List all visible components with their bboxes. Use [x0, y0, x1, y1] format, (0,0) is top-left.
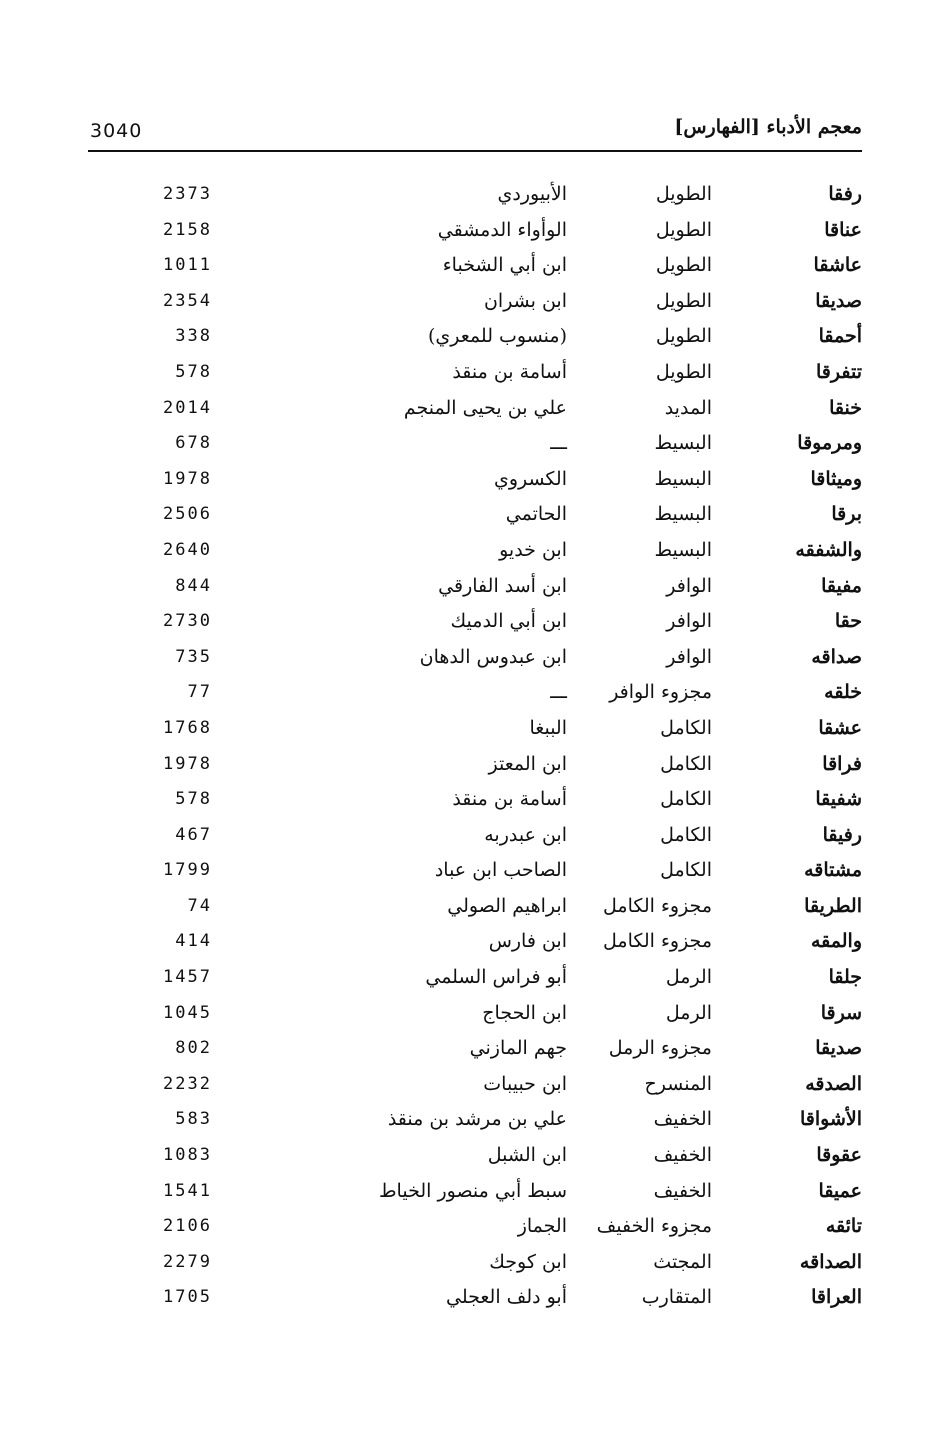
poet-name: الحاتمي	[505, 503, 567, 526]
poet-name: أبو فراس السلمي	[425, 966, 567, 989]
poet-name: ابراهيم الصولي	[447, 894, 567, 917]
rhyme-word: الصداقه	[799, 1250, 862, 1273]
rhyme-word: والشفقه	[795, 538, 862, 561]
page-reference: 1799	[163, 860, 212, 881]
rhyme-word: والمقه	[810, 930, 862, 953]
rhyme-word: حقا	[834, 610, 862, 633]
table-row	[0, 247, 932, 283]
rhyme-word: فراقا	[822, 752, 862, 775]
poet-name: جهم المازني	[469, 1037, 567, 1060]
page-reference: 1457	[163, 967, 212, 988]
meter-name: الوافر	[666, 574, 712, 597]
meter-name: الطويل	[655, 325, 712, 348]
table-row	[0, 1101, 932, 1137]
table-row	[0, 532, 932, 568]
meter-name: المديد	[664, 396, 712, 419]
rhyme-word: عميقا	[818, 1179, 862, 1202]
page-reference: 735	[175, 646, 212, 667]
poet-name: ابن أبي الشخباء	[442, 254, 567, 277]
page-reference: 578	[175, 789, 212, 810]
meter-name: الكامل	[660, 788, 712, 811]
poet-name: ابن كوجك	[489, 1250, 567, 1273]
poet-name: علي بن مرشد بن منقذ	[387, 1108, 567, 1131]
rhyme-word: صداقه	[811, 645, 862, 668]
table-row	[0, 283, 932, 319]
meter-name: المتقارب	[641, 1286, 712, 1309]
page-reference: 2640	[163, 539, 212, 560]
meter-name: البسيط	[654, 538, 712, 561]
table-row	[0, 995, 932, 1031]
page-reference: 802	[175, 1038, 212, 1059]
table-row	[0, 781, 932, 817]
rhyme-word: سرقا	[820, 1001, 862, 1024]
poet-name: أبو دلف العجلي	[445, 1286, 567, 1309]
meter-name: مجزوء الرمل	[608, 1037, 712, 1060]
rhyme-word: وميثاقا	[810, 467, 862, 490]
rhyme-word: عقوقا	[816, 1144, 862, 1167]
table-row	[0, 674, 932, 710]
meter-name: الخفيف	[653, 1144, 712, 1167]
table-row	[0, 390, 932, 426]
page-reference: 2014	[163, 397, 212, 418]
rhyme-word: عناقا	[824, 218, 862, 241]
table-row	[0, 461, 932, 497]
meter-name: المنسرح	[644, 1072, 712, 1095]
table-row	[0, 1066, 932, 1102]
poet-name: ابن عبدربه	[484, 823, 567, 846]
poet-name: ـــ	[550, 681, 567, 704]
rhyme-word: مفيقا	[821, 574, 862, 597]
page-reference: 2373	[163, 184, 212, 204]
rhyme-word: رفيقا	[822, 823, 862, 846]
rhyme-word: ومرموقا	[797, 432, 862, 455]
meter-name: الخفيف	[653, 1179, 712, 1202]
page-reference: 578	[175, 361, 212, 382]
page-reference: 1045	[163, 1002, 212, 1023]
rhyme-word: رفقا	[828, 183, 862, 205]
table-row	[0, 852, 932, 888]
poet-name: ابن بشران	[483, 289, 567, 312]
page-reference: 414	[175, 931, 212, 952]
table-row	[0, 212, 932, 248]
rhyme-word: عاشقا	[813, 254, 862, 277]
page-reference: 2232	[163, 1073, 212, 1094]
table-row	[0, 1173, 932, 1209]
meter-name: البسيط	[654, 432, 712, 455]
running-title: معجم الأدباء [الفهارس]	[674, 116, 862, 138]
meter-name: الطويل	[655, 218, 712, 241]
table-row	[0, 710, 932, 746]
poet-name: الكسروي	[493, 467, 567, 490]
table-row	[0, 1030, 932, 1066]
rhyme-word: جلقا	[828, 966, 862, 989]
meter-name: الطويل	[655, 360, 712, 383]
poet-name: أسامة بن منقذ	[452, 788, 567, 811]
table-row	[0, 888, 932, 924]
page-reference: 1083	[163, 1145, 212, 1166]
table-row	[0, 603, 932, 639]
table-row	[0, 568, 932, 604]
table-row	[0, 354, 932, 390]
page-reference: 1541	[163, 1180, 212, 1201]
meter-name: الخفيف	[653, 1108, 712, 1131]
rhyme-word: الطريقا	[804, 894, 862, 917]
rhyme-word: شفيقا	[815, 788, 862, 811]
meter-name: الطويل	[655, 183, 712, 205]
meter-name: الرمل	[665, 966, 712, 989]
page-reference: 338	[175, 326, 212, 347]
page-reference: 1705	[163, 1287, 212, 1308]
table-row	[0, 639, 932, 675]
rhyme-word: برقا	[831, 503, 862, 526]
page-reference: 2158	[163, 219, 212, 240]
meter-name: مجزوء الوافر	[609, 681, 712, 704]
poet-name: ابن فارس	[488, 930, 567, 953]
table-row	[0, 1208, 932, 1244]
poet-name: سبط أبي منصور الخياط	[378, 1179, 567, 1202]
poet-name: الببغا	[529, 716, 567, 739]
page-reference: 1768	[163, 717, 212, 738]
rhyme-word: صديقا	[815, 1037, 862, 1060]
table-row	[0, 318, 932, 354]
rhyme-word: أحمقا	[818, 325, 862, 348]
meter-name: الكامل	[660, 716, 712, 739]
table-row	[0, 1279, 932, 1315]
rhyme-word: العراقا	[811, 1286, 862, 1309]
meter-name: المجتث	[653, 1250, 712, 1273]
poet-name: أسامة بن منقذ	[452, 360, 567, 383]
meter-name: البسيط	[654, 467, 712, 490]
poet-name: ابن الحجاج	[482, 1001, 567, 1024]
poet-name: ابن أسد الفارقي	[438, 574, 567, 597]
page-reference: 1978	[163, 468, 212, 489]
meter-name: مجزوء الكامل	[603, 894, 712, 917]
meter-name: الوافر	[666, 645, 712, 668]
meter-name: مجزوء الخفيف	[596, 1215, 712, 1238]
meter-name: الطويل	[655, 289, 712, 312]
page-reference: 1011	[163, 255, 212, 276]
meter-name: مجزوء الكامل	[603, 930, 712, 953]
rhyme-word: مشتاقه	[804, 859, 862, 882]
rhyme-word: الصدقه	[805, 1072, 862, 1095]
poet-name: ابن الشبل	[487, 1144, 567, 1167]
meter-name: الكامل	[660, 823, 712, 846]
rhyme-word: الأشواقا	[799, 1108, 862, 1131]
rhyme-word: تائقه	[825, 1215, 862, 1238]
meter-name: الرمل	[665, 1001, 712, 1024]
table-row	[0, 1244, 932, 1280]
page-reference: 2106	[163, 1216, 212, 1237]
table-row	[0, 959, 932, 995]
poet-name: ابن عبدوس الدهان	[419, 645, 567, 668]
page-reference: 77	[187, 682, 212, 703]
rhyme-word: تتفرقا	[816, 360, 862, 383]
rhyme-word: خنقا	[829, 396, 862, 419]
poet-name: ابن المعتز	[488, 752, 567, 775]
meter-name: الكامل	[660, 752, 712, 775]
page-reference: 2730	[163, 611, 212, 632]
page-reference: 678	[175, 433, 212, 454]
meter-name: البسيط	[654, 503, 712, 526]
poet-name: الوأواء الدمشقي	[437, 218, 567, 241]
page-reference: 844	[175, 575, 212, 596]
rhyme-word: خلقه	[824, 681, 862, 704]
table-row	[0, 817, 932, 853]
rhyme-word: عشقا	[818, 716, 862, 739]
poet-name: الصاحب ابن عباد	[434, 859, 567, 882]
poet-name: ـــ	[550, 432, 567, 455]
page-number: 3040	[90, 120, 143, 142]
table-row	[0, 496, 932, 532]
poet-name: ابن حبيبات	[483, 1072, 567, 1095]
table-row	[0, 1137, 932, 1173]
page-reference: 2354	[163, 290, 212, 311]
meter-name: الكامل	[660, 859, 712, 882]
table-row	[0, 746, 932, 782]
index-table	[0, 176, 932, 1315]
page-reference: 2279	[163, 1251, 212, 1272]
poet-name: الجماز	[517, 1215, 567, 1238]
poet-name: علي بن يحيى المنجم	[403, 396, 567, 419]
page-header	[88, 116, 862, 152]
table-row	[0, 176, 932, 212]
table-row	[0, 923, 932, 959]
meter-name: الوافر	[666, 610, 712, 633]
page-reference: 583	[175, 1109, 212, 1130]
meter-name: الطويل	[655, 254, 712, 277]
poet-name: ابن خديو	[499, 538, 567, 561]
page-reference: 1978	[163, 753, 212, 774]
poet-name: (منسوب للمعري)	[427, 325, 567, 348]
page-reference: 74	[187, 895, 212, 916]
rhyme-word: صديقا	[815, 289, 862, 312]
poet-name: ابن أبي الدميك	[450, 610, 567, 633]
table-row	[0, 425, 932, 461]
page-reference: 2506	[163, 504, 212, 525]
poet-name: الأبيوردي	[497, 183, 567, 205]
page-reference: 467	[175, 824, 212, 845]
